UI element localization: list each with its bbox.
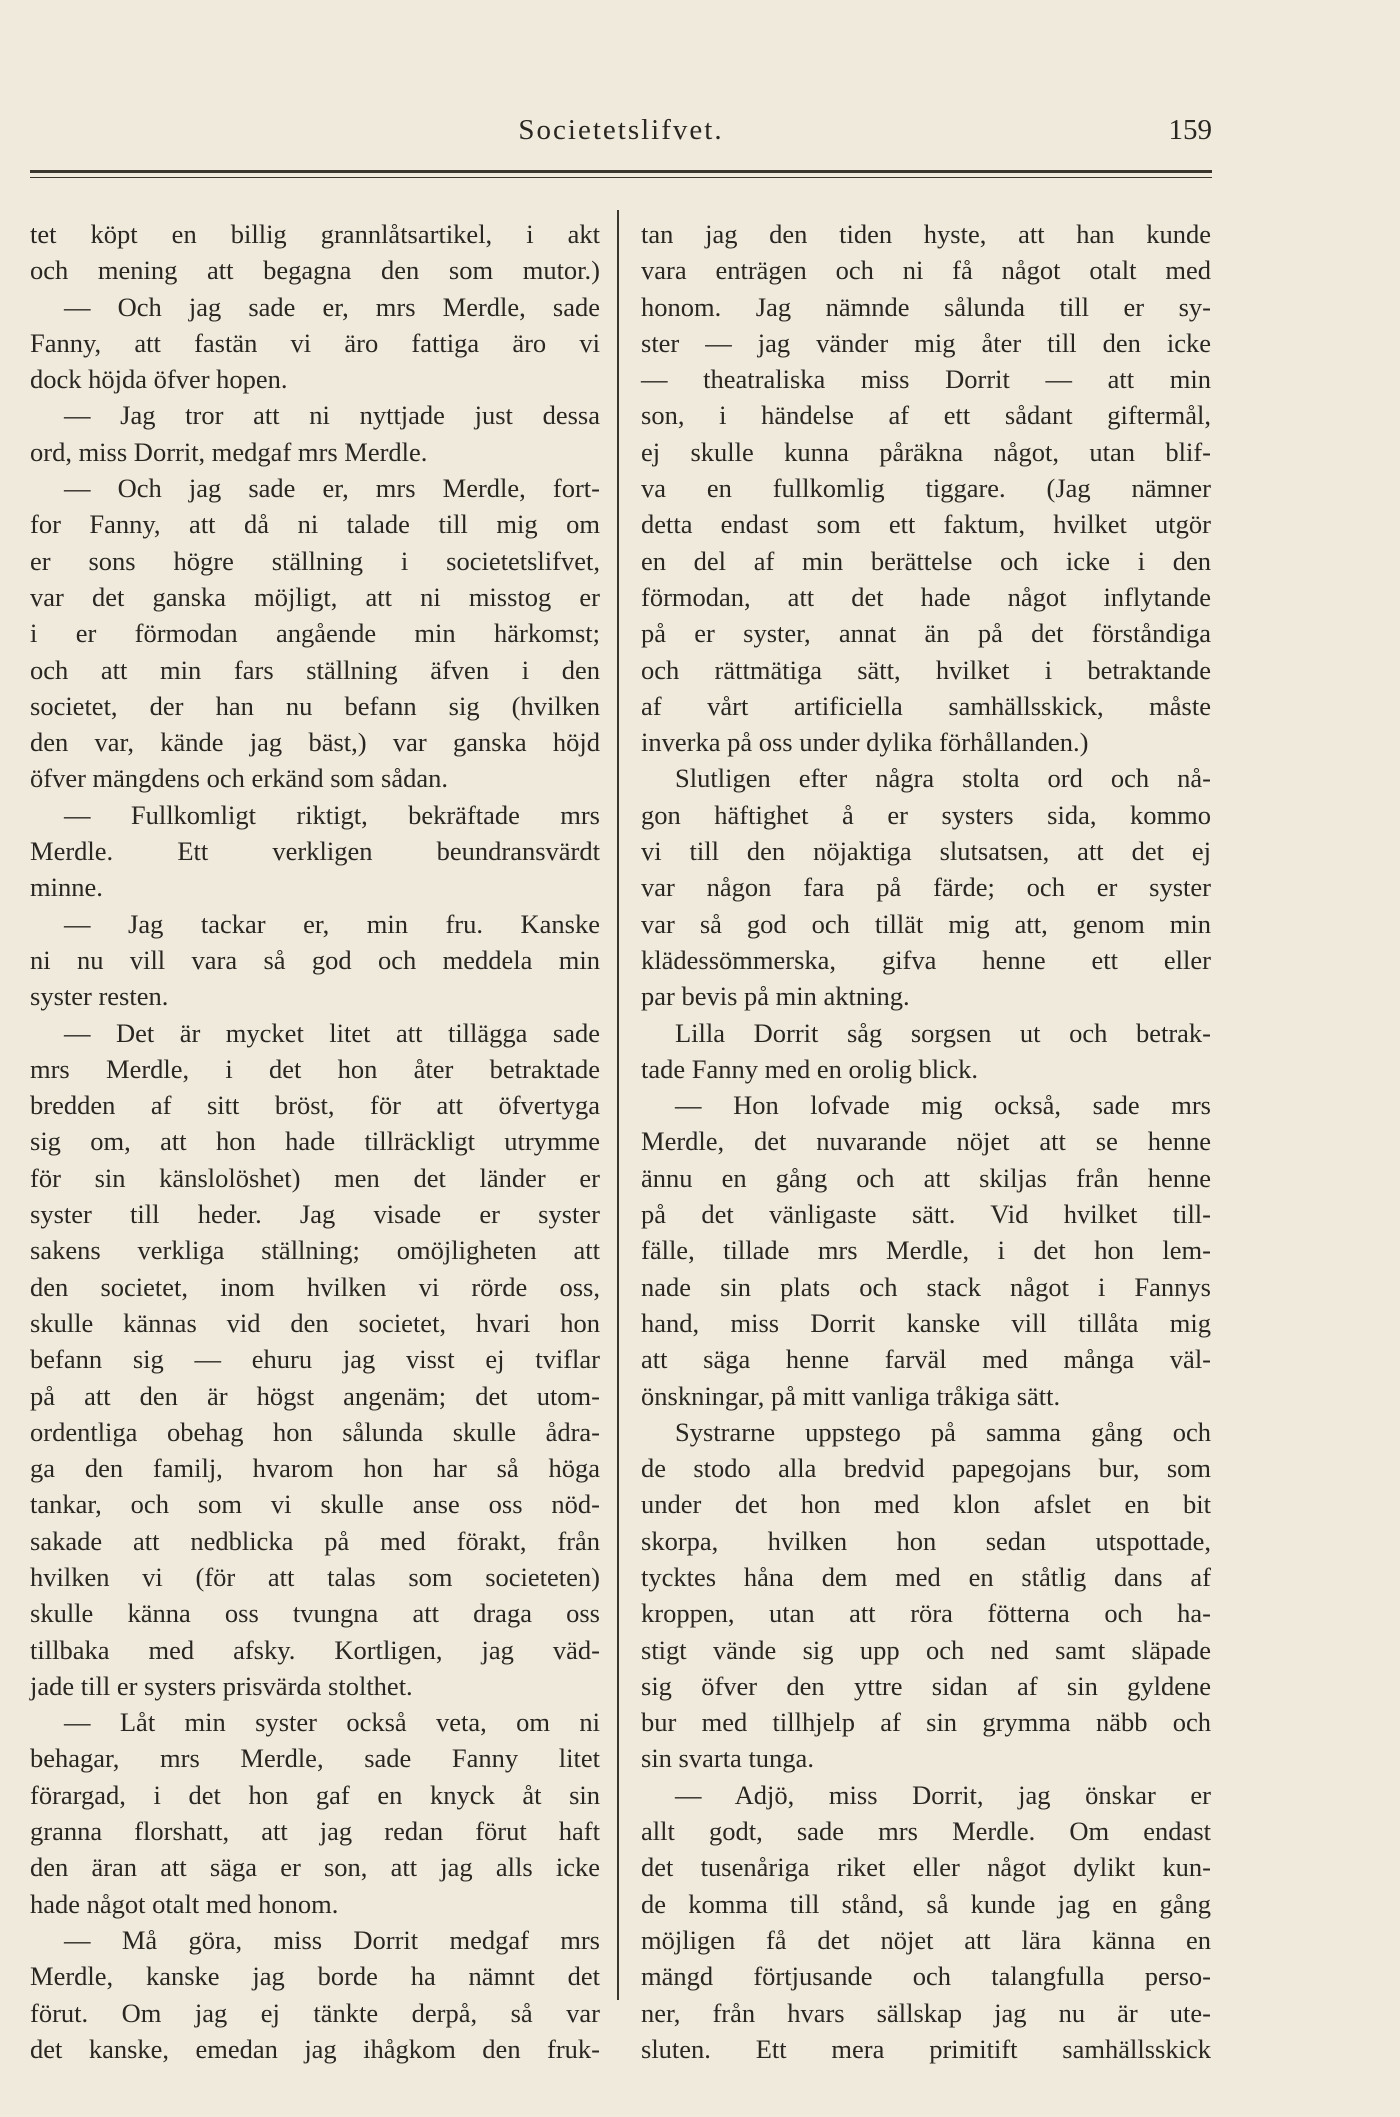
text-line: vara enträgen och ni få något otalt med [641, 255, 1211, 286]
text-line: skulle känna oss tvungna att draga oss [30, 1598, 600, 1629]
text-line: skulle kännas vid den societet, hvari hon [30, 1307, 600, 1338]
text-line: klädessömmerska, gifva henne ett eller [641, 944, 1211, 975]
text-line: Fanny, att fastän vi äro fattiga äro vi [30, 327, 600, 358]
text-line: allt godt, sade mrs Merdle. Om endast [641, 1816, 1211, 1847]
text-line: de komma till stånd, så kunde jag en gång [641, 1888, 1211, 1919]
text-line: honom. Jag nämnde sålunda till er sy- [641, 291, 1211, 322]
text-line: önskningar, på mitt vanliga tråkiga sätt. [641, 1380, 1061, 1411]
text-line: dock höjda öfver hopen. [30, 364, 288, 395]
text-line: sig öfver den yttre sidan af sin gyldene [641, 1670, 1211, 1701]
text-line: fälle, tillade mrs Merdle, i det hon lem- [641, 1235, 1211, 1266]
text-line: var det ganska möjligt, att ni misstog er [30, 581, 600, 612]
text-line: tan jag den tiden hyste, att han kunde [641, 219, 1211, 249]
column-divider [617, 210, 619, 2000]
text-line: son, i händelse af ett sådant giftermål, [641, 400, 1211, 431]
text-line: ga den familj, hvarom hon har så höga [30, 1453, 600, 1484]
page-header [30, 114, 1212, 154]
text-line: mrs Merdle, i det hon åter betraktade [30, 1053, 600, 1084]
text-line: — Jag tror att ni nyttjade just dessa [64, 400, 600, 431]
text-line: ännu en gång och att skiljas från henne [641, 1162, 1211, 1193]
text-line: behagar, mrs Merdle, sade Fanny litet [30, 1743, 600, 1774]
text-line: på er syster, annat än på det förståndiga [641, 618, 1211, 649]
text-line: granna florshatt, att jag redan förut haft [30, 1816, 600, 1847]
text-line: den var, kände jag bäst,) var ganska höjd [30, 727, 600, 758]
text-line: tet köpt en billig grannlåtsartikel, i akt [30, 219, 600, 249]
text-line: möjligen få det nöjet att lära känna en [641, 1924, 1211, 1955]
text-line: förmodan, att det hade något inflytande [641, 581, 1211, 612]
text-line: for Fanny, att då ni talade till mig om [30, 509, 600, 540]
text-line: under det hon med klon afslet en bit [641, 1489, 1211, 1520]
text-line: er sons högre ställning i societetslifvet, [30, 545, 600, 576]
text-line: ster — jag vänder mig åter till den icke [641, 327, 1211, 358]
text-line: sin svarta tunga. [641, 1743, 814, 1774]
text-line: Systrarne uppstego på samma gång och [675, 1416, 1211, 1447]
text-line: — Och jag sade er, mrs Merdle, sade [64, 291, 600, 322]
text-line: den societet, inom hvilken vi rörde oss, [30, 1271, 600, 1302]
text-line: hand, miss Dorrit kanske vill tillåta mig [641, 1307, 1211, 1338]
text-line: det kanske, emedan jag ihågkom den fruk- [30, 2033, 600, 2064]
text-line: de stodo alla bredvid papegojans bur, som [641, 1453, 1211, 1484]
text-line: mängd förtjusande och talangfulla perso- [641, 1961, 1211, 1992]
text-line: tade Fanny med en orolig blick. [641, 1053, 979, 1084]
text-line: tycktes håna dem med en ståtlig dans af [641, 1561, 1211, 1592]
text-line: ni nu vill vara så god och meddela min [30, 944, 600, 975]
text-line: Merdle. Ett verkligen beundransvärdt [30, 836, 600, 867]
text-line: par bevis på min aktning. [641, 981, 910, 1012]
left-column [30, 216, 600, 2067]
text-line: tankar, och som vi skulle anse oss nöd- [30, 1489, 600, 1520]
text-line: förut. Om jag ej tänkte derpå, så var [30, 1997, 600, 2028]
text-line: kroppen, utan att röra fötterna och ha- [641, 1598, 1211, 1629]
text-line: inverka på oss under dylika förhållanden.) [641, 727, 1089, 758]
text-line: sig om, att hon hade tillräckligt utrymme [30, 1126, 600, 1157]
text-line: va en fullkomlig tiggare. (Jag nämner [641, 473, 1211, 504]
text-line: ordentliga obehag hon sålunda skulle ådra- [30, 1416, 600, 1447]
text-line: vi till den nöjaktiga slutsatsen, att det ej [641, 836, 1211, 867]
text-line: stigt vände sig upp och ned samt släpade [641, 1634, 1211, 1665]
text-line: befann sig — ehuru jag visst ej tviflar [30, 1344, 600, 1375]
text-line: och mening att begagna den som mutor.) [30, 255, 600, 286]
text-line: — Hon lofvade mig också, sade mrs [675, 1090, 1211, 1121]
text-line: var någon fara på färde; och er syster [641, 872, 1211, 903]
text-line: — Låt min syster också veta, om ni [64, 1707, 600, 1738]
text-line: förargad, i det hon gaf en knyck åt sin [30, 1779, 600, 1810]
text-line: nade sin plats och stack något i Fannys [641, 1271, 1211, 1302]
text-line: societet, der han nu befann sig (hvilken [30, 690, 600, 721]
text-line: sluten. Ett mera primitift samhällsskick [641, 2033, 1211, 2064]
text-line: detta endast som ett faktum, hvilket utgör [641, 509, 1211, 540]
text-line: på det vänligaste sätt. Vid hvilket till- [641, 1199, 1211, 1230]
text-line: ord, miss Dorrit, medgaf mrs Merdle. [30, 436, 428, 467]
text-line: — Må göra, miss Dorrit medgaf mrs [64, 1924, 600, 1955]
text-line: — theatraliska miss Dorrit — att min [641, 364, 1211, 395]
text-line: — Adjö, miss Dorrit, jag önskar er [675, 1779, 1211, 1810]
text-line: för sin känslolöshet) men det länder er [30, 1162, 600, 1193]
text-line: jade till er systers prisvärda stolthet. [30, 1670, 413, 1701]
text-line: Slutligen efter några stolta ord och nå- [675, 763, 1211, 794]
text-line: af vårt artificiella samhällsskick, måste [641, 690, 1211, 721]
text-line: Merdle, kanske jag borde ha nämnt det [30, 1961, 600, 1992]
text-line: — Och jag sade er, mrs Merdle, fort- [64, 473, 600, 504]
text-line: minne. [30, 872, 103, 903]
text-line: på att den är högst angenäm; det utom- [30, 1380, 600, 1411]
text-line: och rättmätiga sätt, hvilket i betraktande [641, 654, 1211, 685]
text-line: gon häftighet å er systers sida, kommo [641, 799, 1211, 830]
text-line: ner, från hvars sällskap jag nu är ute- [641, 1997, 1211, 2028]
text-line: — Fullkomligt riktigt, bekräftade mrs [64, 799, 600, 830]
right-column [641, 216, 1211, 2067]
text-line: bur med tillhjelp af sin grymma näbb och [641, 1707, 1211, 1738]
running-head: Societetslifvet. [518, 114, 724, 146]
text-line: hvilken vi (för att talas som societeten) [30, 1561, 600, 1592]
text-line: var så god och tillät mig att, genom min [641, 908, 1211, 939]
text-line: den äran att säga er son, att jag alls icke [30, 1852, 600, 1883]
text-line: ej skulle kunna påräkna något, utan blif- [641, 436, 1211, 467]
text-line: skorpa, hvilken hon sedan utspottade, [641, 1525, 1211, 1556]
text-line: Merdle, det nuvarande nöjet att se henne [641, 1126, 1211, 1157]
text-line: syster resten. [30, 981, 169, 1012]
text-line: bredden af sitt bröst, för att öfvertyga [30, 1090, 600, 1121]
text-line: det tusenåriga riket eller något dylikt kun- [641, 1852, 1211, 1883]
text-line: hade något otalt med honom. [30, 1888, 339, 1919]
text-line: i er förmodan angående min härkomst; [30, 618, 600, 649]
text-line: — Jag tackar er, min fru. Kanske [64, 908, 600, 939]
text-line: och att min fars ställning äfven i den [30, 654, 600, 685]
text-line: tillbaka med afsky. Kortligen, jag väd- [30, 1634, 600, 1665]
text-line: en del af min berättelse och icke i den [641, 545, 1211, 576]
text-line: syster till heder. Jag visade er syster [30, 1199, 600, 1230]
text-line: Lilla Dorrit såg sorgsen ut och betrak- [675, 1017, 1211, 1048]
text-line: sakens verkliga ställning; omöjligheten att [30, 1235, 600, 1266]
page-number: 159 [1168, 114, 1212, 146]
text-line: — Det är mycket litet att tillägga sade [64, 1017, 600, 1048]
text-line: öfver mängdens och erkänd som sådan. [30, 763, 448, 794]
header-rule-thin [30, 177, 1212, 178]
header-rule-thick [30, 170, 1212, 173]
text-line: att säga henne farväl med många väl- [641, 1344, 1211, 1375]
text-line: sakade att nedblicka på med förakt, från [30, 1525, 600, 1556]
